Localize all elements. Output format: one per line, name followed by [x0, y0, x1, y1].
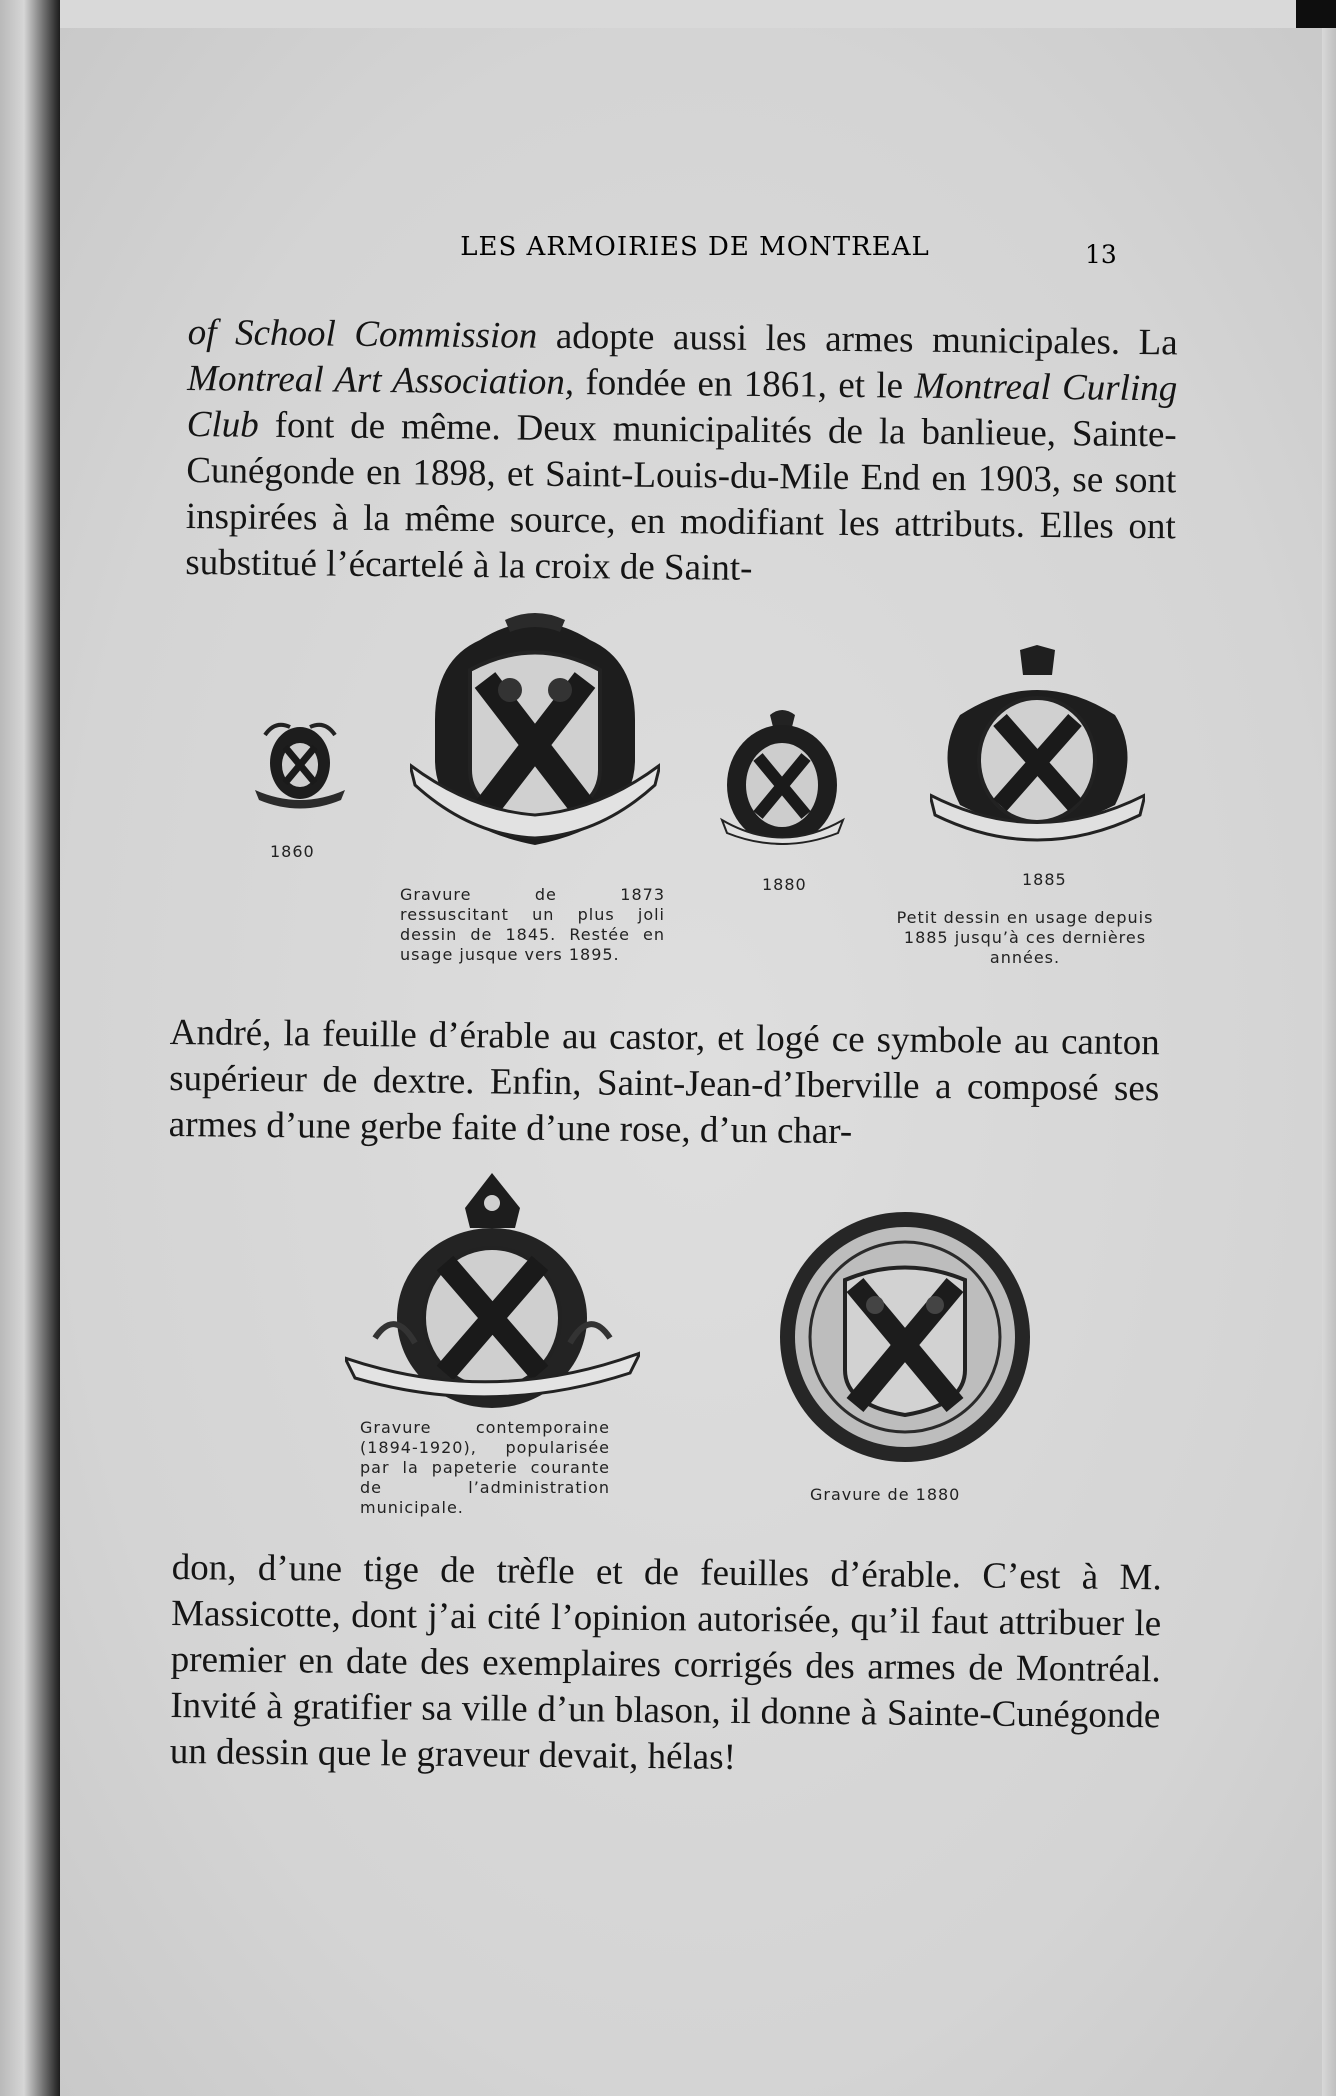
- figure-year: 1860: [270, 842, 315, 861]
- figure-caption-seal-1880: Gravure de 1880: [810, 1485, 961, 1504]
- paragraph-2: André, la feuille d’érable au castor, et logé ce symbole au canton supérieur de dextre. Enfin, Saint-Jean-d’Iberville a composé ses armes d’une gerbe faite d’une rose, d’un char-: [168, 1011, 1160, 1153]
- coat-of-arms-1880: [720, 705, 845, 855]
- coat-of-arms-1860: [245, 715, 355, 820]
- paragraph-text: font de même. Deux municipalités de la banlieue, Sainte-Cunégonde en 1898, et Saint-Louis-du-Mile End en 1903, se sont inspirées à la même source, en modifiant les attributs. Elles ont substitué l’écartelé à la croix de Saint-: [185, 404, 1177, 589]
- paragraph-3: don, d’une tige de trèfle et de feuilles d’érable. C’est à M. Massicotte, dont j’ai cité l’opinion autorisée, qu’il faut attribuer le premier en date des exemplaires corrigés des armes de Montréal. Invité à gratifier sa ville d’un blason, il donne à Sainte-Cunégonde un dessin que le graveur devait, hélas!: [169, 1546, 1162, 1778]
- paragraph-text: adopte aussi les armes municipales. La: [537, 315, 1178, 364]
- figure-caption-1894: Gravure contemporaine (1894-1920), popularisée par la papeterie courante de l’administration municipale.: [360, 1418, 610, 1517]
- coat-of-arms-1885: [930, 645, 1145, 865]
- page-number: 13: [1085, 240, 1117, 269]
- running-title: LES ARMOIRIES DE MONTREAL: [460, 232, 930, 262]
- page-edge: [1322, 28, 1336, 2096]
- figure-year: 1885: [1022, 870, 1067, 889]
- book-spine: [0, 0, 60, 2096]
- figure-year: 1880: [762, 875, 807, 894]
- coat-of-arms-1873: [410, 610, 660, 860]
- coat-of-arms-1894: [345, 1168, 640, 1413]
- italic-text: Montreal Art Association,: [187, 357, 575, 404]
- paragraph-text: fondée en 1861, et le: [573, 362, 915, 407]
- scanner-background: [55, 0, 1336, 30]
- figure-caption-1873: Gravure de 1873 ressuscitant un plus joli dessin de 1845. Restée en usage jusque vers 1895.: [400, 885, 665, 964]
- italic-text: of School Commission: [187, 311, 538, 357]
- city-seal-1880: [775, 1210, 1035, 1465]
- figure-caption-1885: Petit dessin en usage depuis 1885 jusqu’à ces dernières années.: [896, 908, 1154, 967]
- italic-text: Montreal Curling Club: [186, 365, 1178, 446]
- paragraph-1: [185, 310, 1178, 596]
